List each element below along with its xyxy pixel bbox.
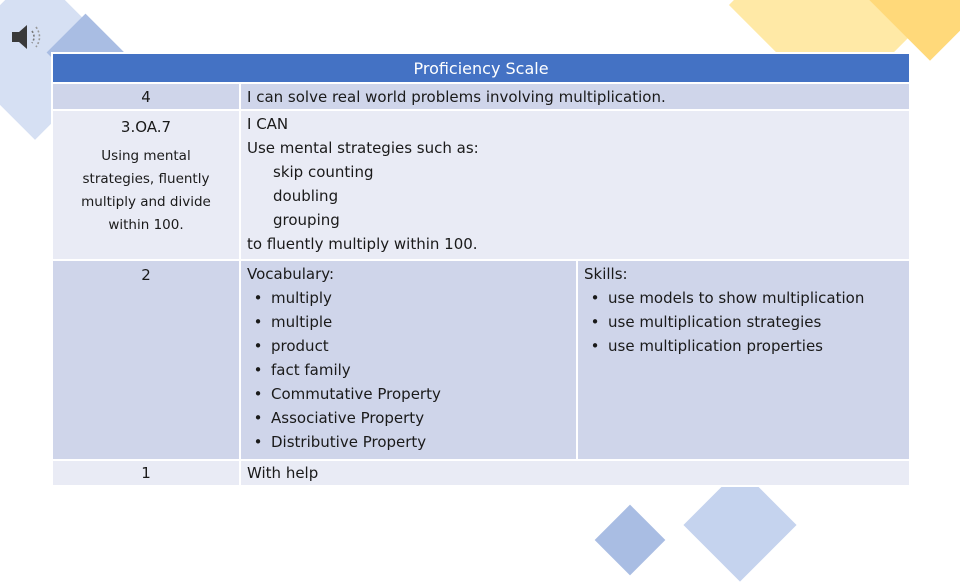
bullet-icon: • <box>253 313 263 331</box>
vocab-item: • Commutative Property <box>247 382 576 406</box>
vocab-item: • Distributive Property <box>247 430 576 454</box>
bullet-icon: • <box>253 433 263 451</box>
level-3-cell <box>52 110 240 260</box>
header-row <box>52 53 910 83</box>
standard-description: Using mental strategies, fluently multiply and divide within 100. <box>81 148 211 233</box>
skill-item: • use multiplication strategies <box>584 310 909 334</box>
skill-item: • use multiplication properties <box>584 334 909 358</box>
bullet-icon: • <box>253 361 263 379</box>
level-3-content <box>240 110 910 260</box>
strategy-item: doubling <box>273 187 339 205</box>
level-2-label: 2 <box>141 266 151 284</box>
bullet-icon: • <box>590 289 600 307</box>
standard-code: 3.OA.7 <box>120 118 172 136</box>
strategies-closing: to fluently multiply within 100. <box>247 235 478 253</box>
level-3-row <box>52 110 910 260</box>
vocabulary-cell <box>240 260 577 460</box>
decorative-diamond-bottom-2 <box>595 505 666 576</box>
bullet-icon: • <box>253 385 263 403</box>
level-4-cell <box>52 83 240 110</box>
strategy-item: grouping <box>273 211 340 229</box>
speaker-icon[interactable] <box>10 22 48 52</box>
level-1-row <box>52 460 910 486</box>
vocab-item: • multiply <box>247 286 576 310</box>
i-can-line: I CAN <box>247 115 289 133</box>
bullet-icon: • <box>253 409 263 427</box>
level-4-label: 4 <box>141 87 151 106</box>
bullet-icon: • <box>253 337 263 355</box>
skill-item: • use models to show multiplication <box>584 286 909 310</box>
level-1-label: 1 <box>141 464 151 482</box>
vocab-item: • fact family <box>247 358 576 382</box>
level-1-cell <box>52 460 240 486</box>
strategies-intro: Use mental strategies such as: <box>247 139 479 157</box>
level-2-cell <box>52 260 240 460</box>
table-title: Proficiency Scale <box>52 53 910 83</box>
level-2-row <box>52 260 910 460</box>
vocab-item: • multiple <box>247 310 576 334</box>
bullet-icon: • <box>253 289 263 307</box>
skills-cell <box>577 260 910 460</box>
bullet-icon: • <box>590 337 600 355</box>
level-4-row <box>52 83 910 110</box>
level-4-statement: I can solve real world problems involving multiplication. <box>240 83 910 110</box>
strategy-item: skip counting <box>273 163 374 181</box>
level-1-statement: With help <box>240 460 910 486</box>
vocabulary-label: Vocabulary: <box>247 265 335 283</box>
skills-label: Skills: <box>584 265 628 283</box>
vocab-item: • Associative Property <box>247 406 576 430</box>
bullet-icon: • <box>590 313 600 331</box>
vocab-item: • product <box>247 334 576 358</box>
proficiency-scale-table <box>51 52 911 487</box>
